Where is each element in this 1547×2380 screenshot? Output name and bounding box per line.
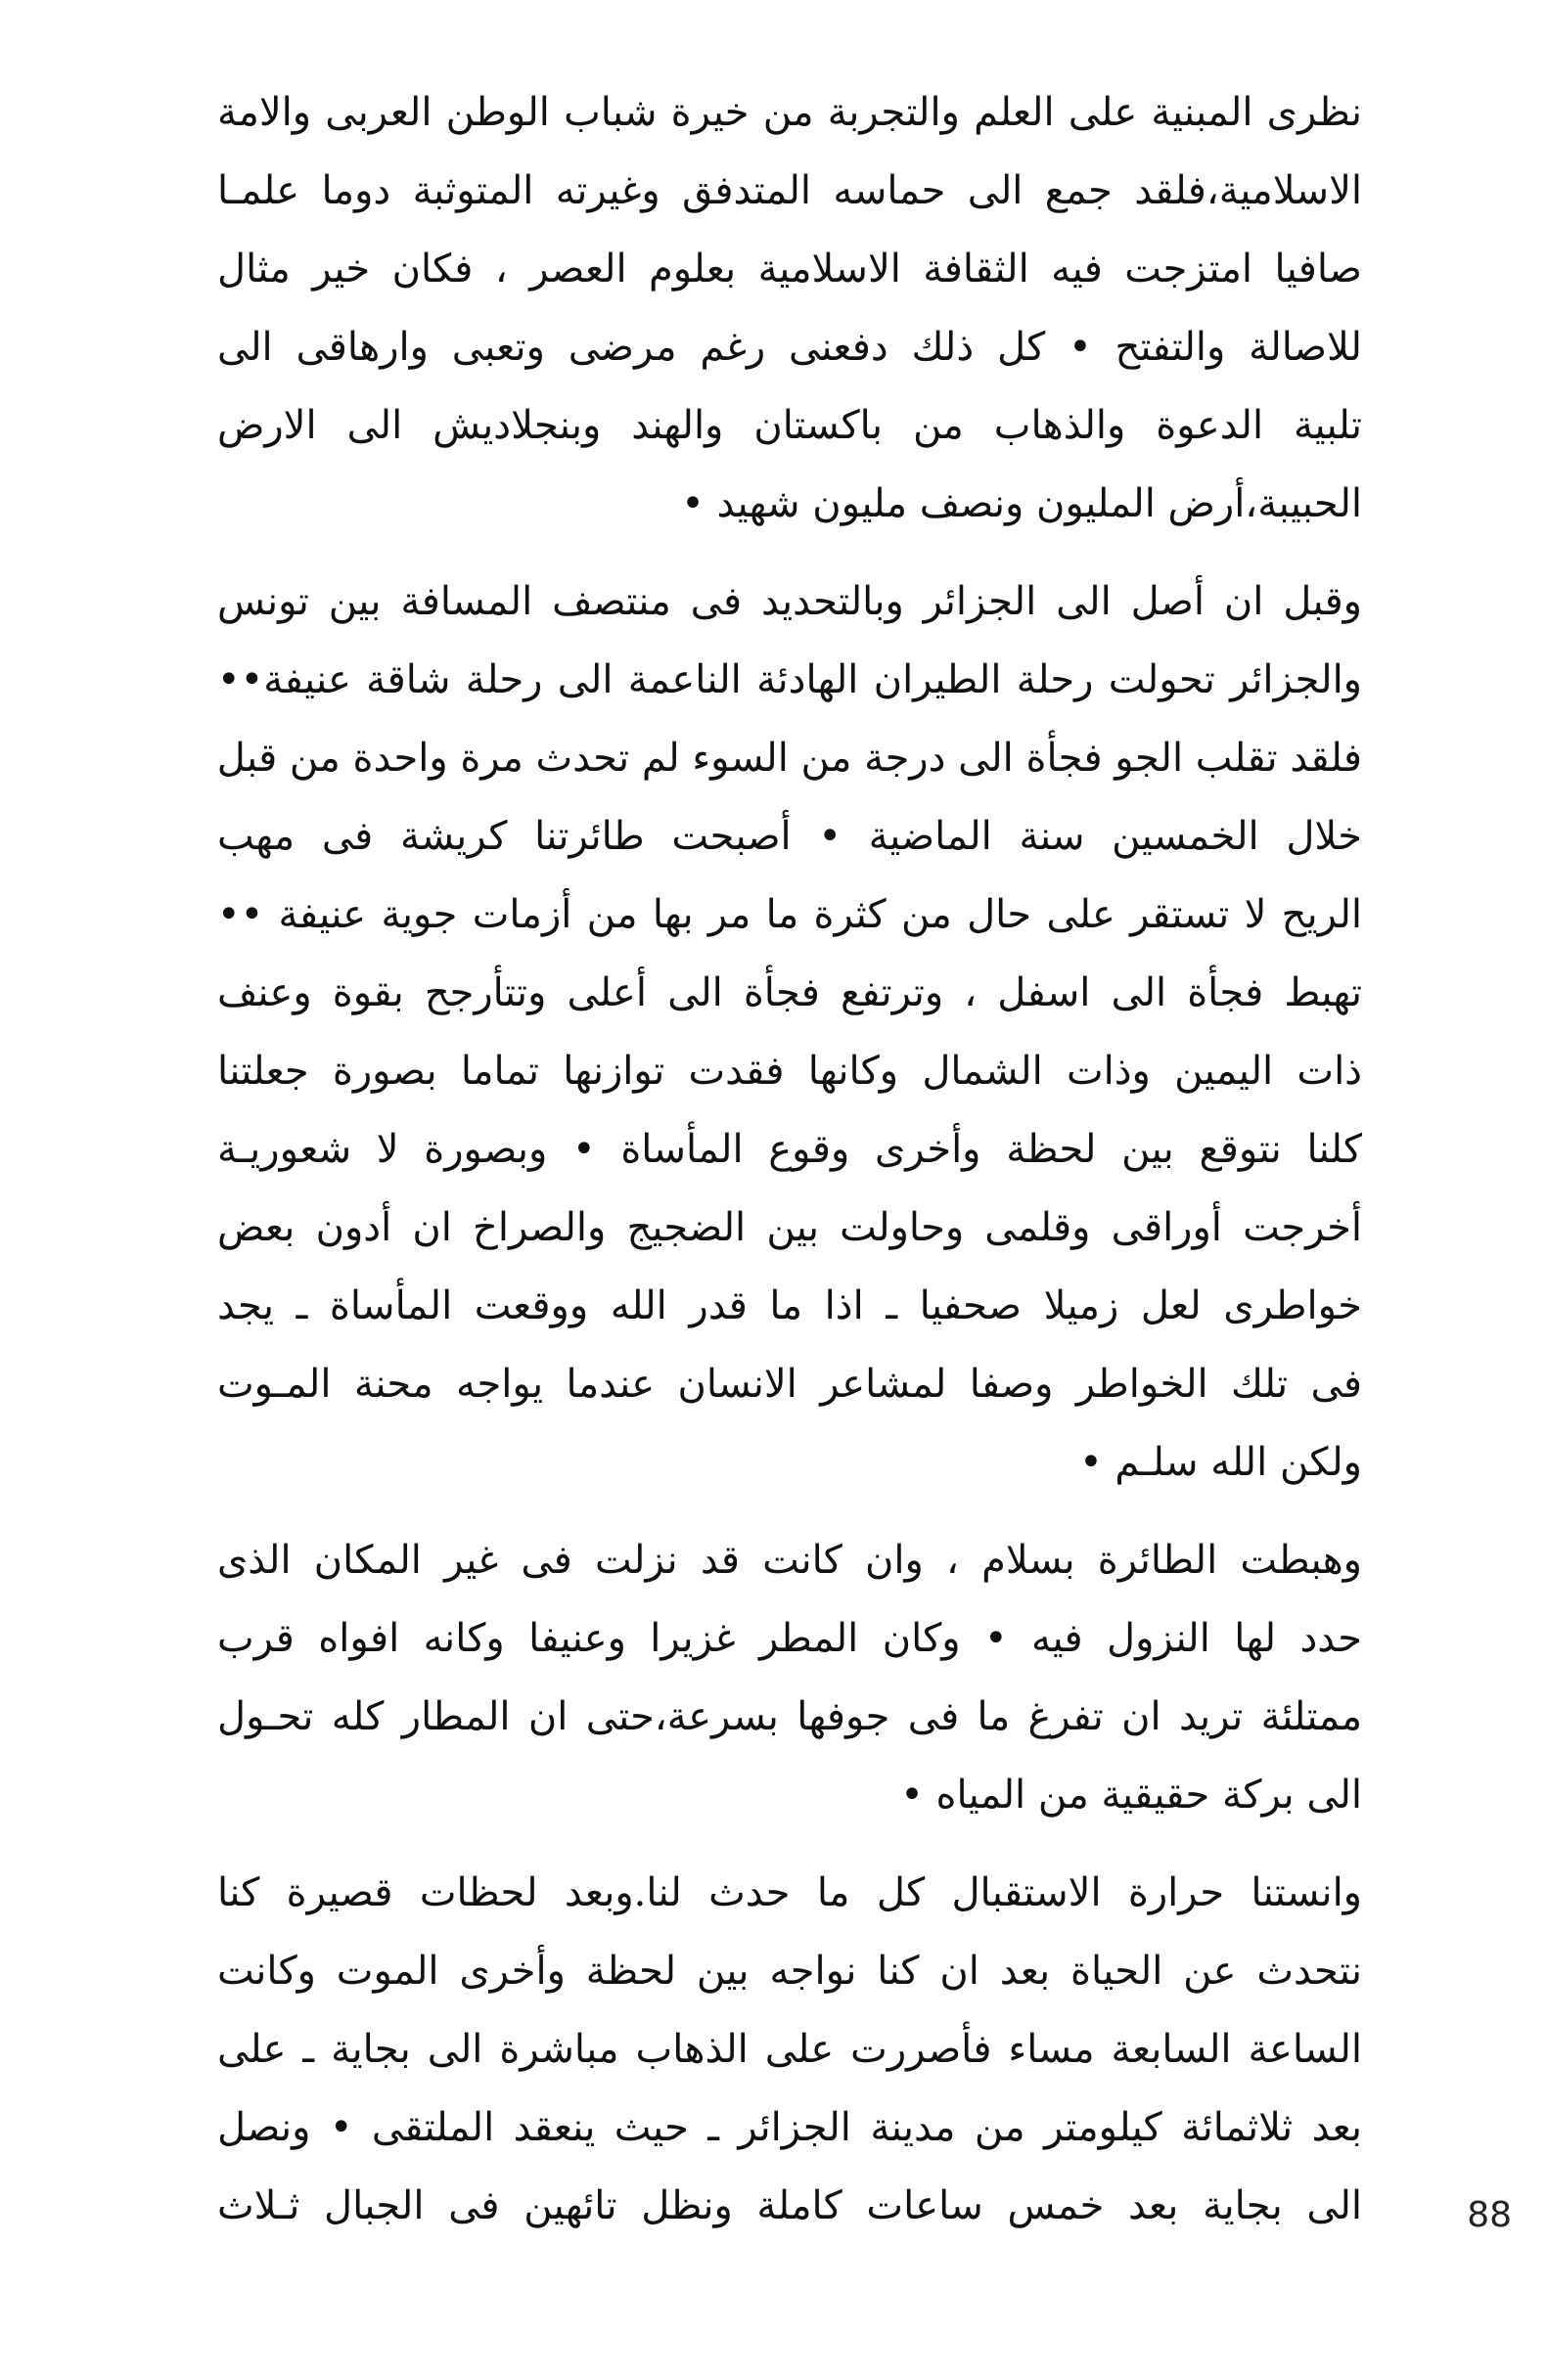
page-number: 88 [1467,2195,1512,2235]
text-line: خواطرى لعل زميلا صحفيا ـ اذا ما قدر الله ووقعت المأساة ـ يجد [217,1283,1362,1328]
text-line: صافيا امتزجت فيه الثقافة الاسلامية بعلوم العصر ، فكان خير مثال [217,247,1362,292]
text-line: نظرى المبنية على العلم والتجربة من خيرة شباب الوطن العربى والامة [217,90,1362,135]
paragraph-4 [217,1854,1362,2245]
body-text [217,73,1362,2245]
text-line: وقبل ان أصل الى الجزائر وبالتحديد فى منتصف المسافة بين تونس [217,579,1362,624]
text-line: ذات اليمين وذات الشمال وكانها فقدت توازنها تماما بصورة جعلتنا [217,1049,1362,1094]
text-line: فلقد تقلب الجو فجأة الى درجة من السوء لم تحدث مرة واحدة من قبل [217,736,1362,781]
paragraph-gap [217,1834,1362,1854]
text-line: الساعة السابعة مساء فأصررت على الذهاب مباشرة الى بجاية ـ على [217,2027,1362,2072]
text-line: تلبية الدعوة والذهاب من باكستان والهند وبنجلاديش الى الارض [217,403,1362,448]
text-line: للاصالة والتفتح • كل ذلك دفعنى رغم مرضى وتعبى وارهاقى الى [217,325,1362,370]
paragraph-3 [217,1521,1362,1834]
text-line: وهبطت الطائرة بسلام ، وان كانت قد نزلت فى غير المكان الذى [217,1538,1362,1583]
text-line: أخرجت أوراقى وقلمى وحاولت بين الضجيج والصراخ ان أدون بعض [217,1205,1362,1250]
text-line: فى تلك الخواطر وصفا لمشاعر الانسان عندما يواجه محنة المـوت [217,1362,1362,1407]
text-line: الريح لا تستقر على حال من كثرة ما مر بها من أزمات جوية عنيفة •• [217,892,1362,937]
text-line: والجزائر تحولت رحلة الطيران الهادئة الناعمة الى رحلة شاقة عنيفة•• [217,657,1362,702]
text-line: الى بجاية بعد خمس ساعات كاملة ونظل تائهين فى الجبال ثـلاث [217,2183,1362,2228]
paragraph-gap [217,1502,1362,1521]
text-line: خلال الخمسين سنة الماضية • أصبحت طائرتنا كريشة فى مهب [217,814,1362,859]
text-line: ممتلئة تريد ان تفرغ ما فى جوفها بسرعة،حتى ان المطار كله تحـول [217,1694,1362,1739]
text-line: وانستنا حرارة الاستقبال كل ما حدث لنا.وبعد لحظات قصيرة كنا [217,1870,1362,1915]
text-line: بعد ثلاثمائة كيلومتر من مدينة الجزائر ـ حيث ينعقد الملتقى • ونصل [217,2105,1362,2150]
text-line: الحبيبة،أرض المليون ونصف مليون شهيد • [681,481,1362,526]
text-line: كلنا نتوقع بين لحظة وأخرى وقوع المأساة • وبصورة لا شعوريـة [217,1127,1362,1172]
text-line: الاسلامية،فلقد جمع الى حماسه المتدفق وغيرته المتوثبة دوما علمـا [217,168,1362,213]
paragraph-2 [217,562,1362,1502]
text-line: الى بركة حقيقية من المياه • [900,1773,1362,1818]
paragraph-gap [217,543,1362,562]
text-line: ولكن الله سلـم • [1079,1440,1362,1485]
text-line: حدد لها النزول فيه • وكان المطر غزيرا وعنيفا وكانه افواه قرب [217,1616,1362,1661]
text-line: نتحدث عن الحياة بعد ان كنا نواجه بين لحظة وأخرى الموت وكانت [217,1949,1362,1994]
text-line: تهبط فجأة الى اسفل ، وترتفع فجأة الى أعلى وتتأرجح بقوة وعنف [217,970,1362,1015]
paragraph-1 [217,73,1362,543]
